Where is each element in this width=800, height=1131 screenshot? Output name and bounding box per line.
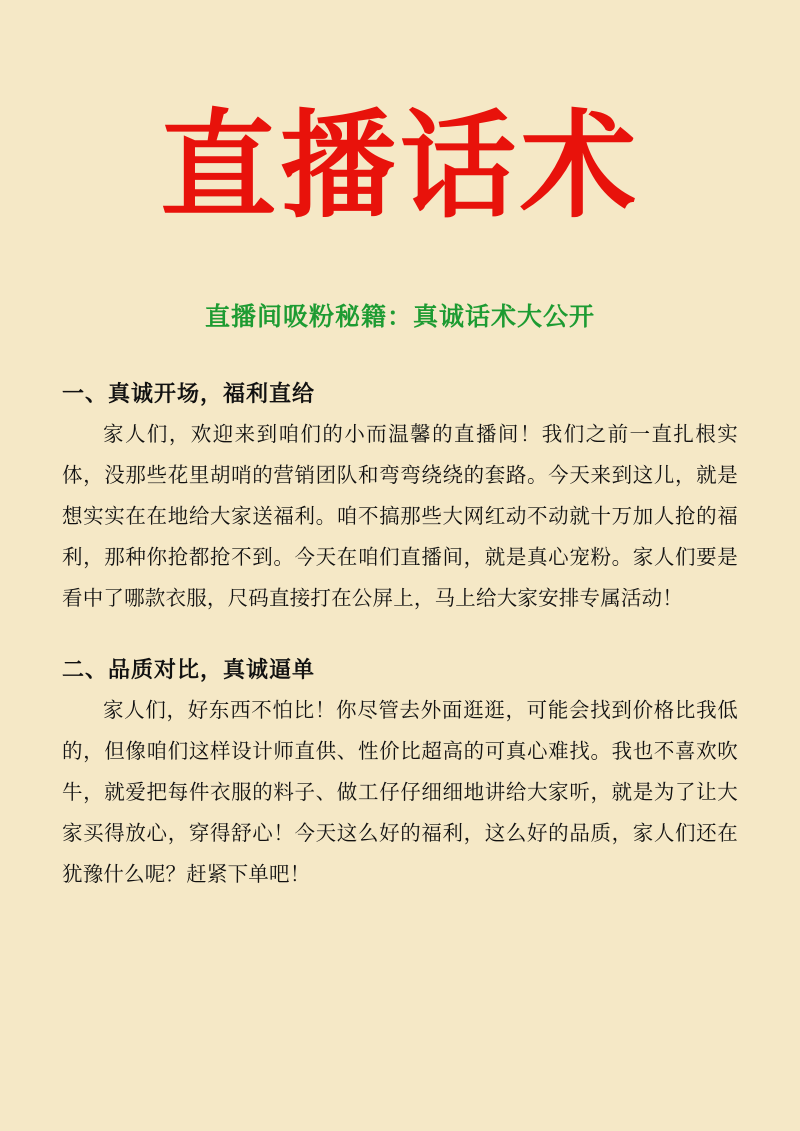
section-two-heading: 二、品质对比，真诚逼单 — [62, 658, 316, 684]
section-two-body: 家人们，好东西不怕比！你尽管去外面逛逛，可能会找到价格比我低的，但像咱们这样设计师直供、性价比超高的可真心难找。我也不喜欢吹牛，就爱把每件衣服的料子、做工仔仔细细地讲给大家听，就是为了让大家买得放心，穿得舒心！今天这么好的福利，这么好的品质，家人们还在犹豫什么呢？赶紧下单吧！ — [62, 698, 738, 887]
section-one-body: 家人们，欢迎来到咱们的小而温馨的直播间！我们之前一直扎根实体，没那些花里胡哨的营销团队和弯弯绕绕的套路。今天来到这儿，就是想实实在在地给大家送福利。咱不搞那些大网红动不动就十万加人抢的福利，那种你抢都抢不到。今天在咱们直播间，就是真心宠粉。家人们要是看中了哪款衣服，尺码直接打在公屏上，马上给大家安排专属活动！ — [62, 422, 738, 611]
document-content — [62, 0, 738, 1131]
page-title: 直播话术 — [160, 99, 640, 234]
section-one — [62, 377, 738, 619]
section-two — [62, 653, 738, 895]
bottom-spacer — [62, 895, 738, 935]
section-one-heading: 一、真诚开场，福利直给 — [62, 382, 316, 408]
page-subtitle: 直播间吸粉秘籍：真诚话术大公开 — [204, 302, 595, 332]
